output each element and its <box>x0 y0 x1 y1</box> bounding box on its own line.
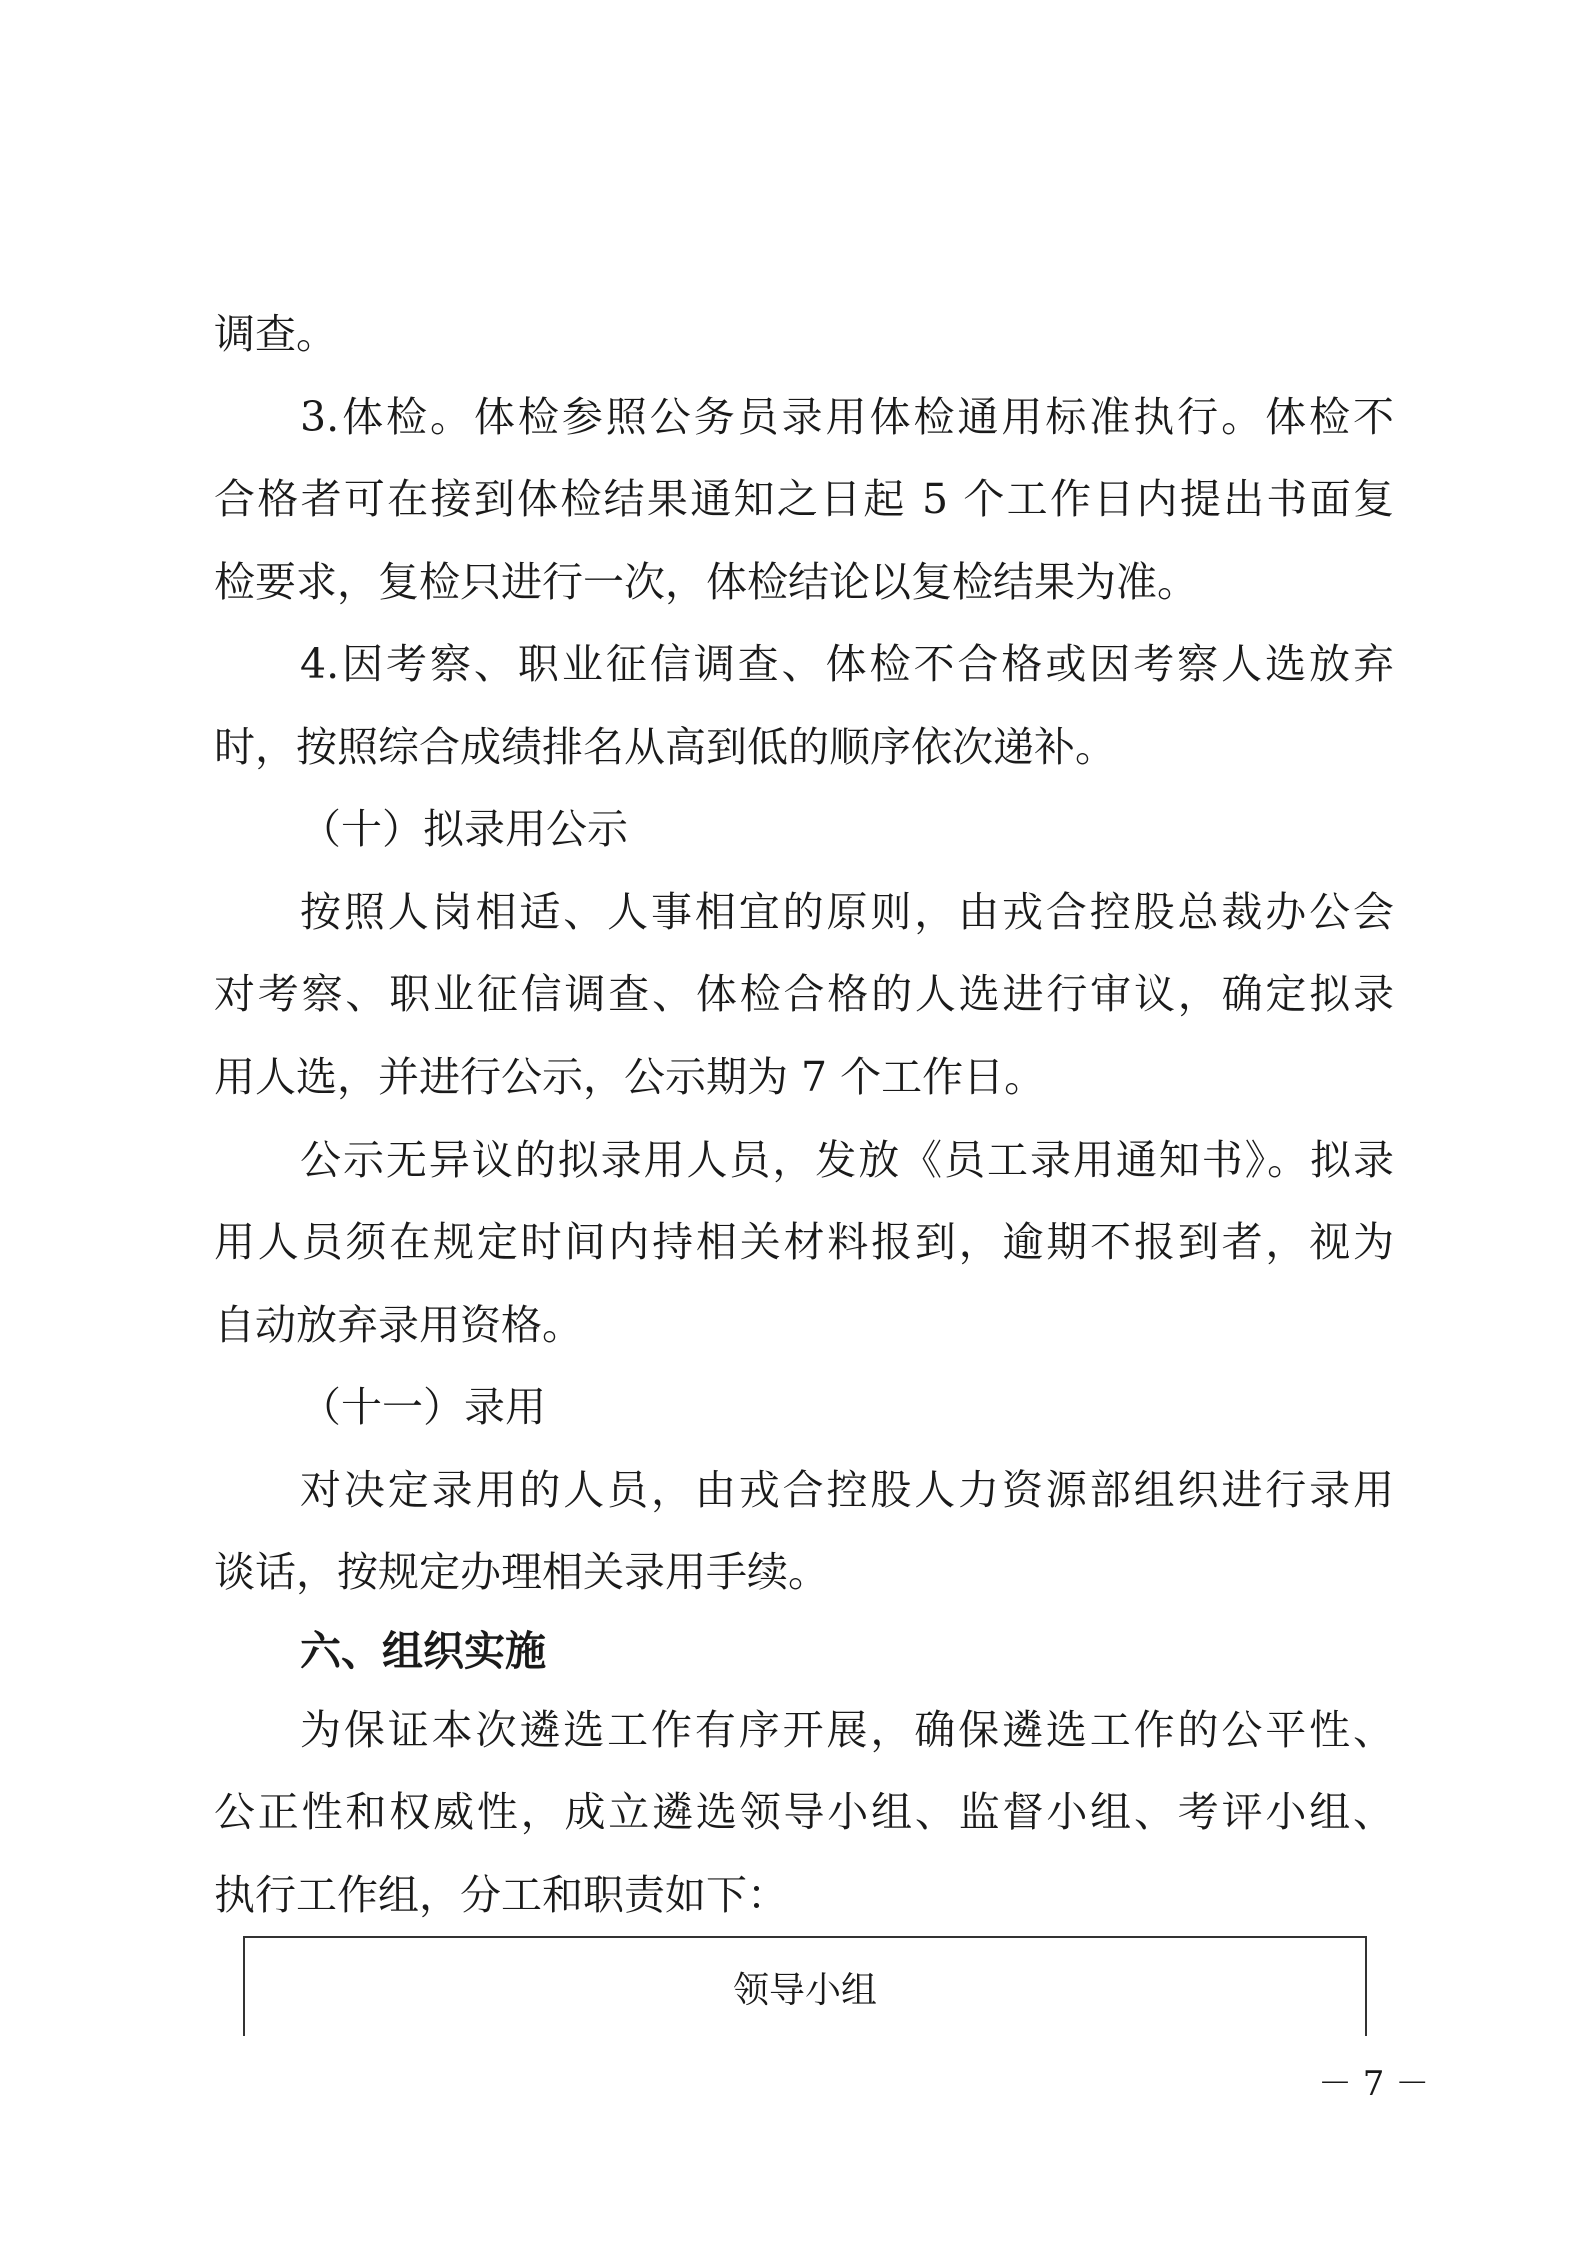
subsection-heading: （十一）录用 <box>300 1383 546 1431</box>
paragraph-line: 4.因考察、职业征信调查、体检不合格或因考察人选放弃 <box>300 640 1394 688</box>
page-number: － 7 － <box>1318 2064 1430 2104</box>
paragraph-line: 按照人岗相适、人事相宜的原则，由戎合控股总裁办公会 <box>300 888 1394 936</box>
paragraph-line: 对决定录用的人员，由戎合控股人力资源部组织进行录用 <box>300 1466 1394 1514</box>
paragraph-line: 自动放弃录用资格。 <box>214 1301 583 1349</box>
paragraph-line: 3.体检。体检参照公务员录用体检通用标准执行。体检不 <box>300 393 1394 441</box>
paragraph-line: 公示无异议的拟录用人员，发放《员工录用通知书》。拟录 <box>300 1136 1394 1184</box>
paragraph-line: 调查。 <box>214 310 337 358</box>
subsection-heading: （十）拟录用公示 <box>300 805 628 853</box>
paragraph-line: 执行工作组，分工和职责如下： <box>214 1871 788 1919</box>
table-header-cell: 领导小组 <box>732 1970 877 2011</box>
paragraph-line: 时，按照综合成绩排名从高到低的顺序依次递补。 <box>214 723 1116 771</box>
paragraph-line: 为保证本次遴选工作有序开展，确保遴选工作的公平性、 <box>300 1706 1394 1754</box>
paragraph-line: 对考察、职业征信调查、体检合格的人选进行审议，确定拟录 <box>214 970 1394 1018</box>
paragraph-line: 公正性和权威性，成立遴选领导小组、监督小组、考评小组、 <box>214 1788 1394 1836</box>
paragraph-line: 合格者可在接到体检结果通知之日起 5 个工作日内提出书面复 <box>214 475 1394 523</box>
section-heading: 六、组织实施 <box>300 1627 546 1675</box>
paragraph-line: 用人员须在规定时间内持相关材料报到，逾期不报到者，视为 <box>214 1218 1394 1266</box>
paragraph-line: 谈话，按规定办理相关录用手续。 <box>214 1548 829 1596</box>
paragraph-line: 用人选，并进行公示，公示期为 7 个工作日。 <box>214 1053 1046 1101</box>
organization-table <box>243 1936 1367 2036</box>
paragraph-line: 检要求，复检只进行一次，体检结论以复检结果为准。 <box>214 558 1198 606</box>
